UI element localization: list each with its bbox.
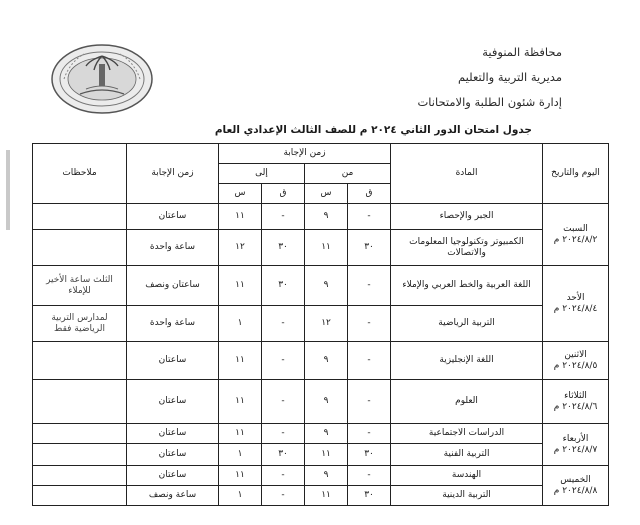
- header-to: إلى: [219, 164, 305, 184]
- to-hour-cell: ١١: [219, 342, 262, 380]
- day-name: الأربعاء: [562, 433, 589, 444]
- table-row: [33, 342, 609, 380]
- day-name: الأحد: [566, 292, 585, 303]
- subject-cell: الدراسات الاجتماعية: [391, 424, 543, 444]
- header-block: [302, 40, 562, 115]
- day-date-cell: [543, 266, 609, 342]
- from-minute-cell: -: [348, 266, 391, 306]
- from-minute-cell: ٣٠: [348, 486, 391, 506]
- notes-cell: لمدارس التربية الرياضية فقط: [33, 306, 127, 342]
- notes-cell: [33, 380, 127, 424]
- table-row: [33, 424, 609, 444]
- to-minute-cell: ٣٠: [262, 266, 305, 306]
- day-date: ٢٠٢٤/٨/٨ م: [553, 485, 598, 496]
- table-row: [33, 266, 609, 306]
- table-row: [33, 204, 609, 230]
- from-hour-cell: ٩: [305, 424, 348, 444]
- administration-line: إدارة شئون الطلبة والامتحانات: [417, 95, 562, 109]
- duration-cell: ساعة واحدة: [127, 306, 219, 342]
- subject-cell: اللغة العربية والخط العربي والإملاء: [391, 266, 543, 306]
- subject-cell: التربية الرياضية: [391, 306, 543, 342]
- from-minute-cell: -: [348, 204, 391, 230]
- from-minute-cell: ٣٠: [348, 444, 391, 466]
- from-minute-cell: -: [348, 342, 391, 380]
- from-minute-cell: -: [348, 380, 391, 424]
- day-name: الثلاثاء: [564, 390, 587, 401]
- from-minute-cell: -: [348, 424, 391, 444]
- notes-cell: الثلث ساعة الأخير للإملاء: [33, 266, 127, 306]
- header-from-minute: ق: [348, 184, 391, 204]
- notes-cell: [33, 466, 127, 486]
- from-hour-cell: ١١: [305, 230, 348, 266]
- duration-cell: ساعتان: [127, 444, 219, 466]
- duration-cell: ساعتان: [127, 380, 219, 424]
- duration-cell: ساعتان: [127, 424, 219, 444]
- from-hour-cell: ١١: [305, 444, 348, 466]
- governorate-line: محافظة المنوفية: [482, 45, 562, 59]
- day-date-cell: [543, 424, 609, 466]
- to-hour-cell: ١: [219, 486, 262, 506]
- day-date: ٢٠٢٤/٨/٥ م: [553, 360, 598, 371]
- to-hour-cell: ١: [219, 444, 262, 466]
- notes-cell: [33, 444, 127, 466]
- table-row: [33, 466, 609, 486]
- from-hour-cell: ٩: [305, 466, 348, 486]
- subject-cell: الهندسة: [391, 466, 543, 486]
- duration-cell: ساعة واحدة: [127, 230, 219, 266]
- to-minute-cell: -: [262, 306, 305, 342]
- from-minute-cell: -: [348, 466, 391, 486]
- day-name: الخميس: [560, 474, 591, 485]
- notes-cell: [33, 486, 127, 506]
- exam-schedule-table: [32, 143, 609, 506]
- day-name: الاثنين: [564, 349, 587, 360]
- header-subject: المادة: [391, 144, 543, 204]
- ministry-emblem-icon: [50, 42, 154, 116]
- header-to-minute: ق: [262, 184, 305, 204]
- to-minute-cell: -: [262, 466, 305, 486]
- to-hour-cell: ١٢: [219, 230, 262, 266]
- to-minute-cell: -: [262, 204, 305, 230]
- table-row: [33, 230, 609, 266]
- subject-cell: اللغة الإنجليزية: [391, 342, 543, 380]
- to-minute-cell: ٣٠: [262, 444, 305, 466]
- day-date-cell: [543, 342, 609, 380]
- to-minute-cell: -: [262, 342, 305, 380]
- from-hour-cell: ١٢: [305, 306, 348, 342]
- day-date: ٢٠٢٤/٨/٧ م: [553, 444, 598, 455]
- duration-cell: ساعتان: [127, 466, 219, 486]
- scrollbar-strip: [6, 150, 10, 230]
- to-hour-cell: ١١: [219, 204, 262, 230]
- header-from: من: [305, 164, 391, 184]
- header-notes: ملاحظات: [33, 144, 127, 204]
- to-minute-cell: -: [262, 486, 305, 506]
- table-title: جدول امتحان الدور الثاني ٢٠٢٤ م للصف الثالث الإعدادي العام: [214, 124, 532, 136]
- day-date-cell: [543, 466, 609, 506]
- day-date: ٢٠٢٤/٨/٦ م: [553, 401, 598, 412]
- from-hour-cell: ٩: [305, 266, 348, 306]
- from-minute-cell: ٣٠: [348, 230, 391, 266]
- from-hour-cell: ١١: [305, 486, 348, 506]
- table-row: [33, 444, 609, 466]
- day-name: السبت: [563, 223, 588, 234]
- to-minute-cell: -: [262, 380, 305, 424]
- header-duration: زمن الإجابة: [127, 144, 219, 204]
- to-hour-cell: ١١: [219, 466, 262, 486]
- to-minute-cell: -: [262, 424, 305, 444]
- from-hour-cell: ٩: [305, 380, 348, 424]
- to-hour-cell: ١: [219, 306, 262, 342]
- duration-cell: ساعة ونصف: [127, 486, 219, 506]
- header-from-hour: س: [305, 184, 348, 204]
- from-hour-cell: ٩: [305, 342, 348, 380]
- to-minute-cell: ٣٠: [262, 230, 305, 266]
- notes-cell: [33, 342, 127, 380]
- subject-cell: الكمبيوتر وتكنولوجيا المعلومات والاتصالات: [391, 230, 543, 266]
- directorate-line: مديرية التربية والتعليم: [458, 70, 562, 84]
- table-row: [33, 380, 609, 424]
- duration-cell: ساعتان ونصف: [127, 266, 219, 306]
- notes-cell: [33, 204, 127, 230]
- header-to-hour: س: [219, 184, 262, 204]
- to-hour-cell: ١١: [219, 266, 262, 306]
- subject-cell: الجبر والإحصاء: [391, 204, 543, 230]
- day-date-cell: [543, 204, 609, 266]
- duration-cell: ساعتان: [127, 204, 219, 230]
- day-date: ٢٠٢٤/٨/٢ م: [553, 234, 598, 245]
- subject-cell: التربية الدينية: [391, 486, 543, 506]
- subject-cell: العلوم: [391, 380, 543, 424]
- from-hour-cell: ٩: [305, 204, 348, 230]
- header-day-date: اليوم والتاريخ: [543, 144, 609, 204]
- header-answer-time-group: زمن الإجابة: [219, 144, 391, 164]
- subject-cell: التربية الفنية: [391, 444, 543, 466]
- from-minute-cell: -: [348, 306, 391, 342]
- to-hour-cell: ١١: [219, 380, 262, 424]
- notes-cell: [33, 424, 127, 444]
- notes-cell: [33, 230, 127, 266]
- to-hour-cell: ١١: [219, 424, 262, 444]
- day-date-cell: [543, 380, 609, 424]
- day-date: ٢٠٢٤/٨/٤ م: [553, 303, 598, 314]
- table-row: [33, 486, 609, 506]
- table-row: [33, 306, 609, 342]
- duration-cell: ساعتان: [127, 342, 219, 380]
